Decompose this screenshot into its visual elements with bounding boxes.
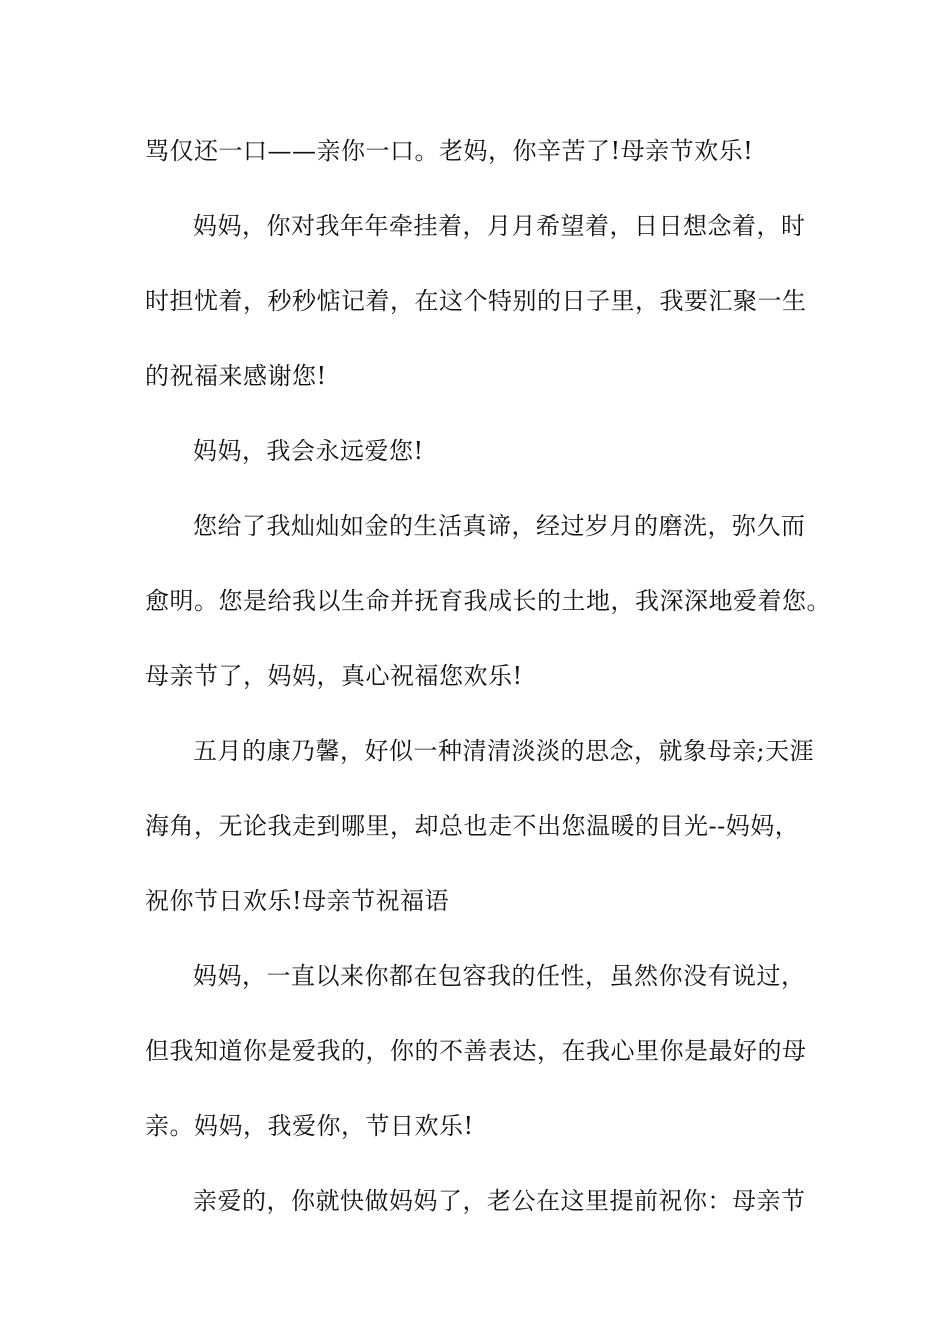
text-line-9: 五月的康乃馨，好似一种清清淡淡的思念，就象母亲;天涯 — [193, 737, 815, 765]
text-line-6: 您给了我灿灿如金的生活真谛，经过岁月的磨洗，弥久而 — [193, 512, 806, 540]
text-line-15: 亲爱的，你就快做妈妈了，老公在这里提前祝你：母亲节 — [193, 1187, 806, 1215]
text-line-3: 时担忧着，秒秒惦记着，在这个特别的日子里，我要汇聚一生 — [145, 287, 807, 315]
text-line-11: 祝你节日欢乐!母亲节祝福语 — [145, 887, 450, 915]
text-line-4: 的祝福来感谢您! — [145, 362, 327, 390]
text-line-1: 骂仅还一口——亲你一口。老妈，你辛苦了!母亲节欢乐! — [145, 137, 754, 165]
text-line-14: 亲。妈妈，我爱你，节日欢乐! — [145, 1112, 474, 1140]
text-line-2: 妈妈，你对我年年牵挂着，月月希望着，日日想念着，时 — [193, 212, 806, 240]
text-line-12: 妈妈，一直以来你都在包容我的任性，虽然你没有说过， — [193, 962, 806, 990]
text-line-13: 但我知道你是爱我的，你的不善表达，在我心里你是最好的母 — [145, 1037, 807, 1065]
text-line-7: 愈明。您是给我以生命并抚育我成长的土地，我深深地爱着您。 — [145, 587, 831, 615]
text-line-10: 海角，无论我走到哪里，却总也走不出您温暖的目光--妈妈， — [145, 812, 800, 840]
text-line-5: 妈妈，我会永远爱您! — [193, 437, 424, 465]
text-line-8: 母亲节了，妈妈，真心祝福您欢乐! — [145, 662, 523, 690]
